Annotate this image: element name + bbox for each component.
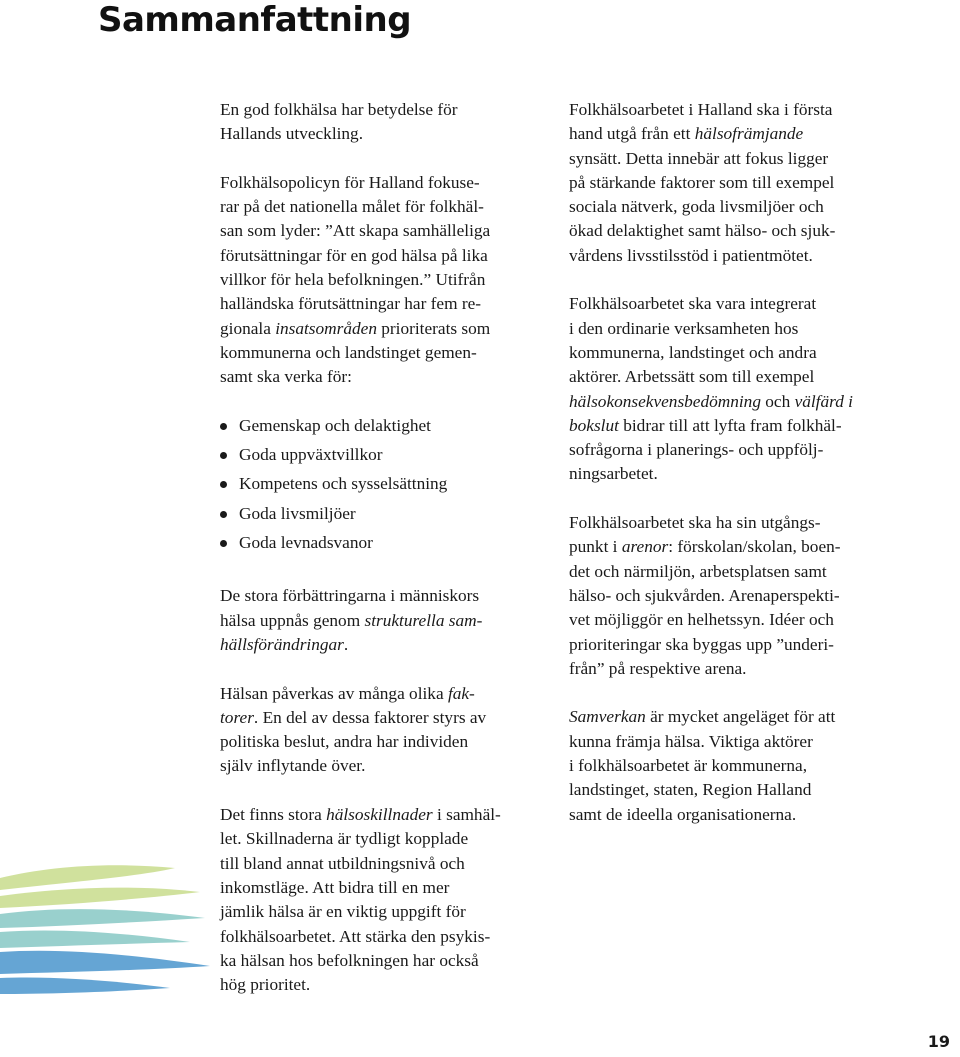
text-line: ökad delaktighet samt hälso- och sjuk- — [569, 221, 836, 241]
text-run: Det finns stora — [220, 805, 327, 825]
brush-blue-strokes — [0, 951, 210, 994]
text-line: halländska förutsättningar har fem re- — [220, 294, 482, 314]
text-line: på stärkande faktorer som till exempel — [569, 172, 835, 192]
list-item — [220, 531, 550, 560]
text-line: san som lyder: ”Att skapa samhälleliga — [220, 221, 491, 241]
brush-stroke — [0, 930, 190, 948]
list-item-label: Goda livsmiljöer — [239, 503, 356, 523]
bullet-icon — [220, 511, 227, 518]
list-item — [220, 502, 550, 531]
text-line: själv inflytande över. — [220, 756, 366, 776]
emphasis-term: Samverkan — [569, 707, 646, 727]
text-line: vårdens livsstilsstöd i patientmötet. — [569, 245, 813, 265]
text-run: hälsa uppnås genom — [220, 610, 365, 630]
emphasis-term: hällsförändringar — [220, 634, 344, 654]
text-line — [569, 414, 889, 438]
text-line — [220, 706, 550, 730]
decorative-brush-stroke — [0, 848, 215, 998]
text-line: hög prioritet. — [220, 975, 311, 995]
brush-stroke — [0, 865, 175, 890]
text-line: kommunerna, landstinget och andra — [569, 342, 817, 362]
text-line — [569, 705, 889, 729]
text-run: och — [760, 391, 795, 411]
bullet-icon — [220, 452, 227, 459]
emphasis-term: hälsokonsekvensbedömning — [569, 391, 761, 411]
text-line: prioriteringar ska byggas upp ”underi- — [569, 634, 834, 654]
text-run: bidrar till att lyfta fram folkhäl- — [618, 415, 842, 435]
factors-paragraph — [220, 682, 550, 779]
brush-green-strokes — [0, 865, 200, 908]
text-line — [220, 803, 550, 827]
text-line — [569, 390, 889, 414]
text-line: samt de ideella organisationerna. — [569, 804, 797, 824]
list-item-label: Kompetens och sysselsättning — [239, 474, 448, 494]
arenas-paragraph — [569, 511, 889, 681]
list-item-label: Gemenskap och delaktighet — [239, 415, 431, 435]
text-line: ningsarbetet. — [569, 464, 658, 484]
text-line: Folkhälsoarbetet ska vara integrerat — [569, 294, 817, 314]
health-gaps-paragraph — [220, 803, 550, 997]
right-column — [569, 98, 889, 851]
text-line: Folkhälsoarbetet ska ha sin utgångs- — [569, 513, 821, 533]
intro-paragraph — [220, 98, 550, 147]
structural-change-paragraph — [220, 584, 550, 657]
text-run: i samhäl- — [432, 805, 501, 825]
text-line: synsätt. Detta innebär att fokus ligger — [569, 148, 829, 168]
text-line: rar på det nationella målet för folkhäl- — [220, 197, 484, 217]
text-line — [220, 682, 550, 706]
text-line: landstinget, staten, Region Halland — [569, 780, 812, 800]
text-line — [220, 609, 550, 633]
text-run: . — [343, 634, 349, 654]
left-column — [220, 98, 550, 1022]
text-run: Hälsan påverkas av många olika — [220, 683, 448, 703]
text-line: Folkhälsoarbetet i Halland ska i första — [569, 100, 833, 119]
text-line: kommunerna och landstinget gemen- — [220, 342, 477, 362]
text-run: är mycket angeläget för att — [645, 707, 836, 727]
list-item-label: Goda uppväxtvillkor — [239, 445, 383, 465]
text-run: prioriterats som — [376, 318, 491, 338]
text-line: aktörer. Arbetssätt som till exempel — [569, 367, 815, 387]
text-line: sofrågorna i planerings- och uppfölj- — [569, 440, 824, 460]
brush-teal-strokes — [0, 909, 205, 948]
text-line: ka hälsan hos befolkningen har också — [220, 950, 479, 970]
list-item-label: Goda levnadsvanor — [239, 533, 373, 553]
emphasis-term: insatsområden — [275, 318, 377, 338]
text-line: let. Skillnaderna är tydligt kopplade — [220, 829, 469, 849]
text-line: sociala nätverk, goda livsmiljöer och — [569, 197, 824, 217]
health-promotion-paragraph — [569, 98, 889, 268]
text-line: till bland annat utbildningsnivå och — [220, 853, 465, 873]
text-line: kunna främja hälsa. Viktiga aktörer — [569, 731, 813, 751]
integration-paragraph — [569, 292, 889, 486]
text-line — [569, 122, 889, 146]
text-run: . En del av dessa faktorer styrs av — [253, 707, 487, 727]
page-title: Sammanfattning — [98, 0, 412, 40]
text-line: politiska beslut, andra har individen — [220, 732, 469, 752]
text-line: i folkhälsoarbetet är kommunerna, — [569, 756, 808, 776]
emphasis-term: strukturella sam- — [364, 610, 483, 630]
text-line: Hallands utveckling. — [220, 124, 364, 144]
text-line — [220, 633, 550, 657]
emphasis-term: fak- — [447, 683, 475, 703]
text-line: från” på respektive arena. — [569, 658, 747, 678]
text-line — [220, 317, 550, 341]
text-line: det och närmiljön, arbetsplatsen samt — [569, 561, 827, 581]
text-line: Folkhälsopolicyn för Halland fokuse- — [220, 172, 480, 192]
emphasis-term: hälsoskillnader — [326, 805, 433, 825]
bullet-icon — [220, 423, 227, 430]
emphasis-term: bokslut — [569, 415, 619, 435]
text-line: hälso- och sjukvården. Arenaperspekti- — [569, 585, 840, 605]
emphasis-term: torer — [220, 707, 254, 727]
text-line: jämlik hälsa är en viktig uppgift för — [220, 902, 466, 922]
list-item — [220, 472, 550, 501]
text-line: inkomstläge. Att bidra till en mer — [220, 877, 450, 897]
brush-stroke — [0, 909, 205, 928]
bullet-icon — [220, 481, 227, 488]
list-item — [220, 443, 550, 472]
text-run: : förskolan/skolan, boen- — [668, 537, 841, 557]
brush-stroke — [0, 977, 170, 994]
text-line: vet möjliggör en helhetssyn. Idéer och — [569, 610, 834, 630]
list-item — [220, 414, 550, 443]
collaboration-paragraph — [569, 705, 889, 826]
focus-area-list — [220, 414, 550, 560]
text-line: i den ordinarie verksamheten hos — [569, 318, 799, 338]
text-line: folkhälsoarbetet. Att stärka den psykis- — [220, 926, 491, 946]
emphasis-term: arenor — [621, 537, 669, 557]
text-line: samt ska verka för: — [220, 367, 352, 387]
emphasis-term: hälsofrämjande — [694, 124, 804, 144]
bullet-icon — [220, 540, 227, 547]
text-line: De stora förbättringarna i människors — [220, 586, 480, 606]
emphasis-term: välfärd i — [794, 391, 853, 411]
policy-paragraph — [220, 171, 550, 390]
text-line: En god folkhälsa har betydelse för — [220, 100, 458, 119]
brush-stroke — [0, 888, 200, 908]
text-run: gionala — [220, 318, 276, 338]
page-number: 19 — [916, 1024, 954, 1055]
text-line: förutsättningar för en god hälsa på lika — [220, 245, 488, 265]
text-run: hand utgå från ett — [569, 124, 695, 144]
text-run: punkt i — [569, 537, 622, 557]
brush-stroke — [0, 951, 210, 974]
text-line: villkor för hela befolkningen.” Utifrån — [220, 270, 486, 290]
text-line — [569, 535, 889, 559]
